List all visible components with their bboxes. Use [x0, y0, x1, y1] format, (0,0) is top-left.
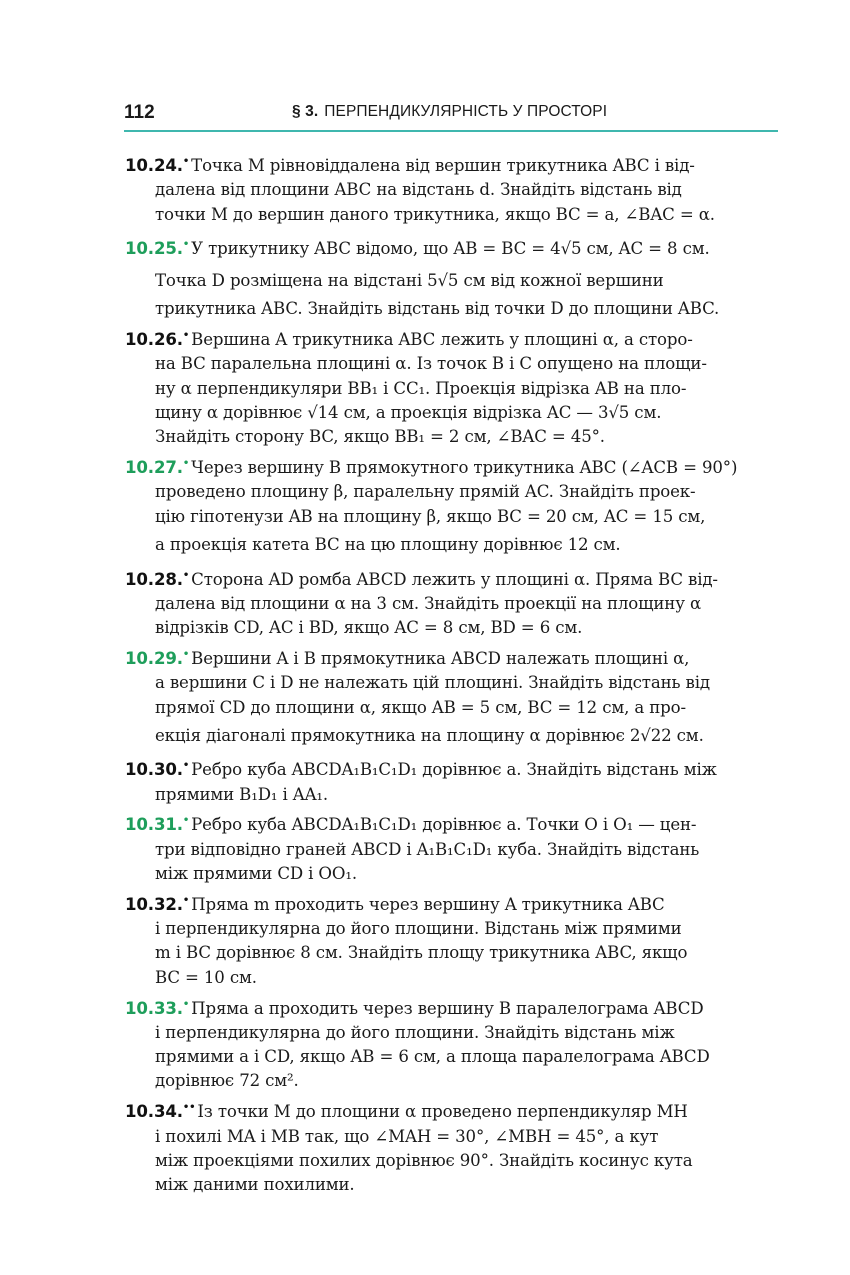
- problem-line: [125, 203, 777, 227]
- problem-number: 10.30.: [125, 760, 183, 780]
- problem-item: [125, 754, 777, 807]
- problem-item: [125, 993, 777, 1094]
- problem-text: а вершини C і D не належать цій площині. Знайдіть відстань від: [155, 673, 710, 693]
- problem-text: трикутника ABC. Знайдіть відстань від точки D до площини ABC.: [155, 299, 720, 319]
- difficulty-mark: ••: [182, 1102, 196, 1114]
- problem-line: [125, 377, 777, 401]
- problem-number: 10.26.: [125, 330, 183, 350]
- difficulty-mark: •: [182, 998, 190, 1010]
- problem-text: і похилі MA і MB так, що ∠MAH = 30°, ∠MBH = 45°, а кут: [155, 1126, 659, 1146]
- difficulty-mark: •: [182, 815, 190, 827]
- problem-line: [125, 966, 777, 990]
- problem-item: [125, 1096, 777, 1197]
- problem-text: Ребро куба ABCDA₁B₁C₁D₁ дорівнює a. Точки O і O₁ — цен-: [191, 815, 697, 835]
- difficulty-mark: •: [182, 760, 190, 772]
- problem-text: Пряма m проходить через вершину A трикутника ABC: [191, 894, 665, 914]
- problem-line: [125, 1125, 777, 1149]
- problem-line: [125, 616, 777, 640]
- problem-line: [125, 1069, 777, 1093]
- problem-number: 10.25.: [125, 239, 183, 259]
- problem-line: [125, 1021, 777, 1045]
- problem-line: [125, 993, 777, 1021]
- problem-text: екція діагоналі прямокутника на площину α дорівнює 2√22 см.: [155, 725, 704, 745]
- problem-text: далена від площини ABC на відстань d. Знайдіть відстань від: [155, 180, 682, 200]
- problem-line: [125, 592, 777, 616]
- problem-text: прямими a і CD, якщо AB = 6 см, а площа паралелограма ABCD: [155, 1047, 710, 1067]
- problem-line: [125, 564, 777, 592]
- problem-text: між прямими CD і OO₁.: [155, 864, 357, 884]
- problem-line: [125, 229, 777, 265]
- problem-text: і перпендикулярна до його площини. Знайдіть відстань між: [155, 1022, 675, 1042]
- problem-text: ну α перпендикуляри BB₁ і CC₁. Проекція відрізка AB на пло-: [155, 378, 687, 398]
- problem-text: m і BC дорівнює 8 см. Знайдіть площу трикутника ABC, якщо: [155, 943, 688, 963]
- problem-line: [125, 917, 777, 941]
- problem-item: [125, 150, 777, 227]
- problem-text: Сторона AD ромба ABCD лежить у площині α. Пряма BC від-: [191, 569, 718, 589]
- problem-line: [125, 178, 777, 202]
- problem-text: і перпендикулярна до його площини. Відстань між прямими: [155, 919, 682, 939]
- problem-text: між даними похилими.: [155, 1175, 355, 1195]
- problem-line: [125, 838, 777, 862]
- difficulty-mark: •: [182, 156, 190, 167]
- problem-line: [125, 324, 777, 352]
- problem-item: [125, 564, 777, 641]
- problem-text: Через вершину B прямокутного трикутника ABC (∠ACB = 90°): [191, 458, 738, 478]
- problem-text: точки M до вершин даного трикутника, якщо BC = a, ∠BAC = α.: [155, 204, 715, 224]
- difficulty-mark: •: [182, 569, 190, 581]
- problem-line: [125, 1045, 777, 1069]
- problem-number: 10.28.: [125, 569, 183, 589]
- problem-text: Точка M рівновіддалена від вершин трикутника ABC і від-: [191, 156, 695, 175]
- problem-text: Знайдіть сторону BC, якщо BB₁ = 2 см, ∠BAC = 45°.: [155, 427, 605, 447]
- problem-text: Ребро куба ABCDA₁B₁C₁D₁ дорівнює a. Знайдіть відстань між: [191, 760, 717, 780]
- problem-line: [125, 401, 777, 425]
- problem-line: [125, 452, 777, 480]
- problem-item: [125, 889, 777, 990]
- problem-text: Точка D розміщена на відстані 5√5 см від кожної вершини: [155, 271, 664, 291]
- difficulty-mark: •: [182, 239, 190, 251]
- problem-line: [125, 529, 777, 561]
- problem-line: [125, 352, 777, 376]
- difficulty-mark: •: [182, 648, 190, 660]
- problem-text: відрізків CD, AC і BD, якщо AC = 8 см, BD = 6 см.: [155, 618, 583, 638]
- problem-line: [125, 297, 777, 321]
- problem-line: [125, 425, 777, 449]
- problem-text: між проекціями похилих дорівнює 90°. Знайдіть косинус кута: [155, 1150, 693, 1170]
- page-header: [124, 96, 778, 132]
- problem-item: [125, 643, 777, 752]
- problem-item: [125, 324, 777, 449]
- problem-text: проведено площину β, паралельну прямій AC. Знайдіть проек-: [155, 482, 696, 502]
- difficulty-mark: •: [182, 894, 190, 906]
- problem-number: 10.32.: [125, 894, 183, 914]
- problem-line: [125, 783, 777, 807]
- section-label: § 3.: [292, 103, 319, 120]
- problem-text: Пряма a проходить через вершину B паралелограма ABCD: [191, 998, 704, 1018]
- problem-text: на BC паралельна площині α. Із точок B і C опущено на площи-: [155, 354, 707, 374]
- problem-line: [125, 1096, 777, 1124]
- problem-text: Вершини A і B прямокутника ABCD належать площині α,: [191, 648, 690, 668]
- problem-number: 10.24.: [125, 156, 183, 175]
- problem-number: 10.33.: [125, 998, 183, 1018]
- problem-text: а проекція катета BC на цю площину дорівнює 12 см.: [155, 535, 621, 555]
- problem-list: [125, 150, 777, 1197]
- problem-text: дорівнює 72 см².: [155, 1071, 299, 1091]
- problem-number: 10.29.: [125, 648, 183, 668]
- problem-text: далена від площини α на 3 см. Знайдіть проекції на площину α: [155, 593, 701, 613]
- problem-line: [125, 754, 777, 782]
- section-title: [292, 103, 607, 121]
- difficulty-mark: •: [182, 458, 190, 470]
- problem-item: [125, 809, 777, 886]
- problem-line: [125, 150, 777, 178]
- problem-line: [125, 696, 777, 720]
- problem-text: Із точки M до площини α проведено перпендикуляр MH: [197, 1102, 688, 1122]
- problem-text: прямими B₁D₁ і AA₁.: [155, 784, 329, 804]
- problem-line: [125, 505, 777, 529]
- problem-line: [125, 720, 777, 752]
- problem-line: [125, 862, 777, 886]
- problem-text: щину α дорівнює √14 см, а проекція відрізка AC — 3√5 см.: [155, 403, 662, 423]
- problem-item: [125, 452, 777, 561]
- page-number: 112: [124, 102, 155, 123]
- problem-line: [125, 671, 777, 695]
- problem-number: 10.34.: [125, 1102, 183, 1122]
- problem-text: три відповідно граней ABCD і A₁B₁C₁D₁ куба. Знайдіть відстань: [155, 839, 700, 859]
- problem-line: [125, 809, 777, 837]
- problem-line: [125, 889, 777, 917]
- problem-text: BC = 10 см.: [155, 967, 257, 987]
- problem-line: [125, 941, 777, 965]
- problem-line: [125, 265, 777, 297]
- problem-text: прямої CD до площини α, якщо AB = 5 см, BC = 12 см, а про-: [155, 697, 686, 717]
- section-title-text: ПЕРПЕНДИКУЛЯРНІСТЬ У ПРОСТОРІ: [324, 103, 608, 120]
- problem-text: цію гіпотенузи AB на площину β, якщо BC = 20 см, AC = 15 см,: [155, 506, 706, 526]
- problem-number: 10.27.: [125, 458, 183, 478]
- problem-text: Вершина A трикутника ABC лежить у площині α, а сторо-: [191, 330, 693, 350]
- problem-line: [125, 643, 777, 671]
- difficulty-mark: •: [182, 330, 190, 342]
- problem-number: 10.31.: [125, 815, 183, 835]
- problem-line: [125, 1173, 777, 1197]
- problem-line: [125, 480, 777, 504]
- problem-line: [125, 1149, 777, 1173]
- problem-text: У трикутнику ABC відомо, що AB = BC = 4√5 см, AC = 8 см.: [191, 239, 710, 259]
- problem-item: [125, 229, 777, 321]
